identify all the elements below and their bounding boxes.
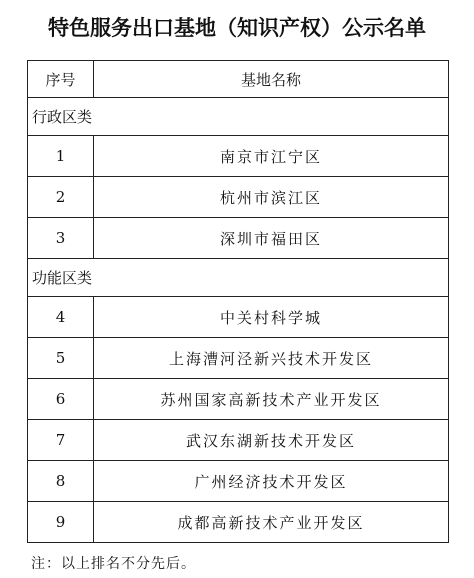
table-row: [28, 136, 449, 177]
row-base-name: 上海漕河泾新兴技术开发区: [94, 338, 449, 379]
row-number: 2: [28, 177, 94, 218]
header-serial-number: 序号: [28, 61, 94, 98]
base-list-table: [27, 60, 449, 543]
table-row: [28, 379, 449, 420]
row-base-name: 中关村科学城: [94, 297, 449, 338]
row-number: 3: [28, 218, 94, 259]
table-row: [28, 502, 449, 543]
row-number: 5: [28, 338, 94, 379]
row-number: 8: [28, 461, 94, 502]
table-row: [28, 218, 449, 259]
table-header-row: [28, 61, 449, 98]
footnote: 注：以上排名不分先后。: [31, 556, 196, 572]
table-row: [28, 297, 449, 338]
category-row-administrative: [28, 98, 449, 136]
category-row-functional: [28, 259, 449, 297]
category-label: 行政区类: [28, 98, 449, 136]
row-number: 7: [28, 420, 94, 461]
category-label: 功能区类: [28, 259, 449, 297]
row-base-name: 深圳市福田区: [94, 218, 449, 259]
table-row: [28, 420, 449, 461]
row-base-name: 武汉东湖新技术开发区: [94, 420, 449, 461]
row-number: 1: [28, 136, 94, 177]
row-base-name: 成都高新技术产业开发区: [94, 502, 449, 543]
row-number: 6: [28, 379, 94, 420]
row-base-name: 杭州市滨江区: [94, 177, 449, 218]
table-row: [28, 461, 449, 502]
header-base-name: 基地名称: [94, 61, 449, 98]
row-base-name: 苏州国家高新技术产业开发区: [94, 379, 449, 420]
document-title: 特色服务出口基地（知识产权）公示名单: [48, 16, 426, 40]
row-base-name: 广州经济技术开发区: [94, 461, 449, 502]
row-base-name: 南京市江宁区: [94, 136, 449, 177]
row-number: 4: [28, 297, 94, 338]
table-row: [28, 338, 449, 379]
table-row: [28, 177, 449, 218]
row-number: 9: [28, 502, 94, 543]
